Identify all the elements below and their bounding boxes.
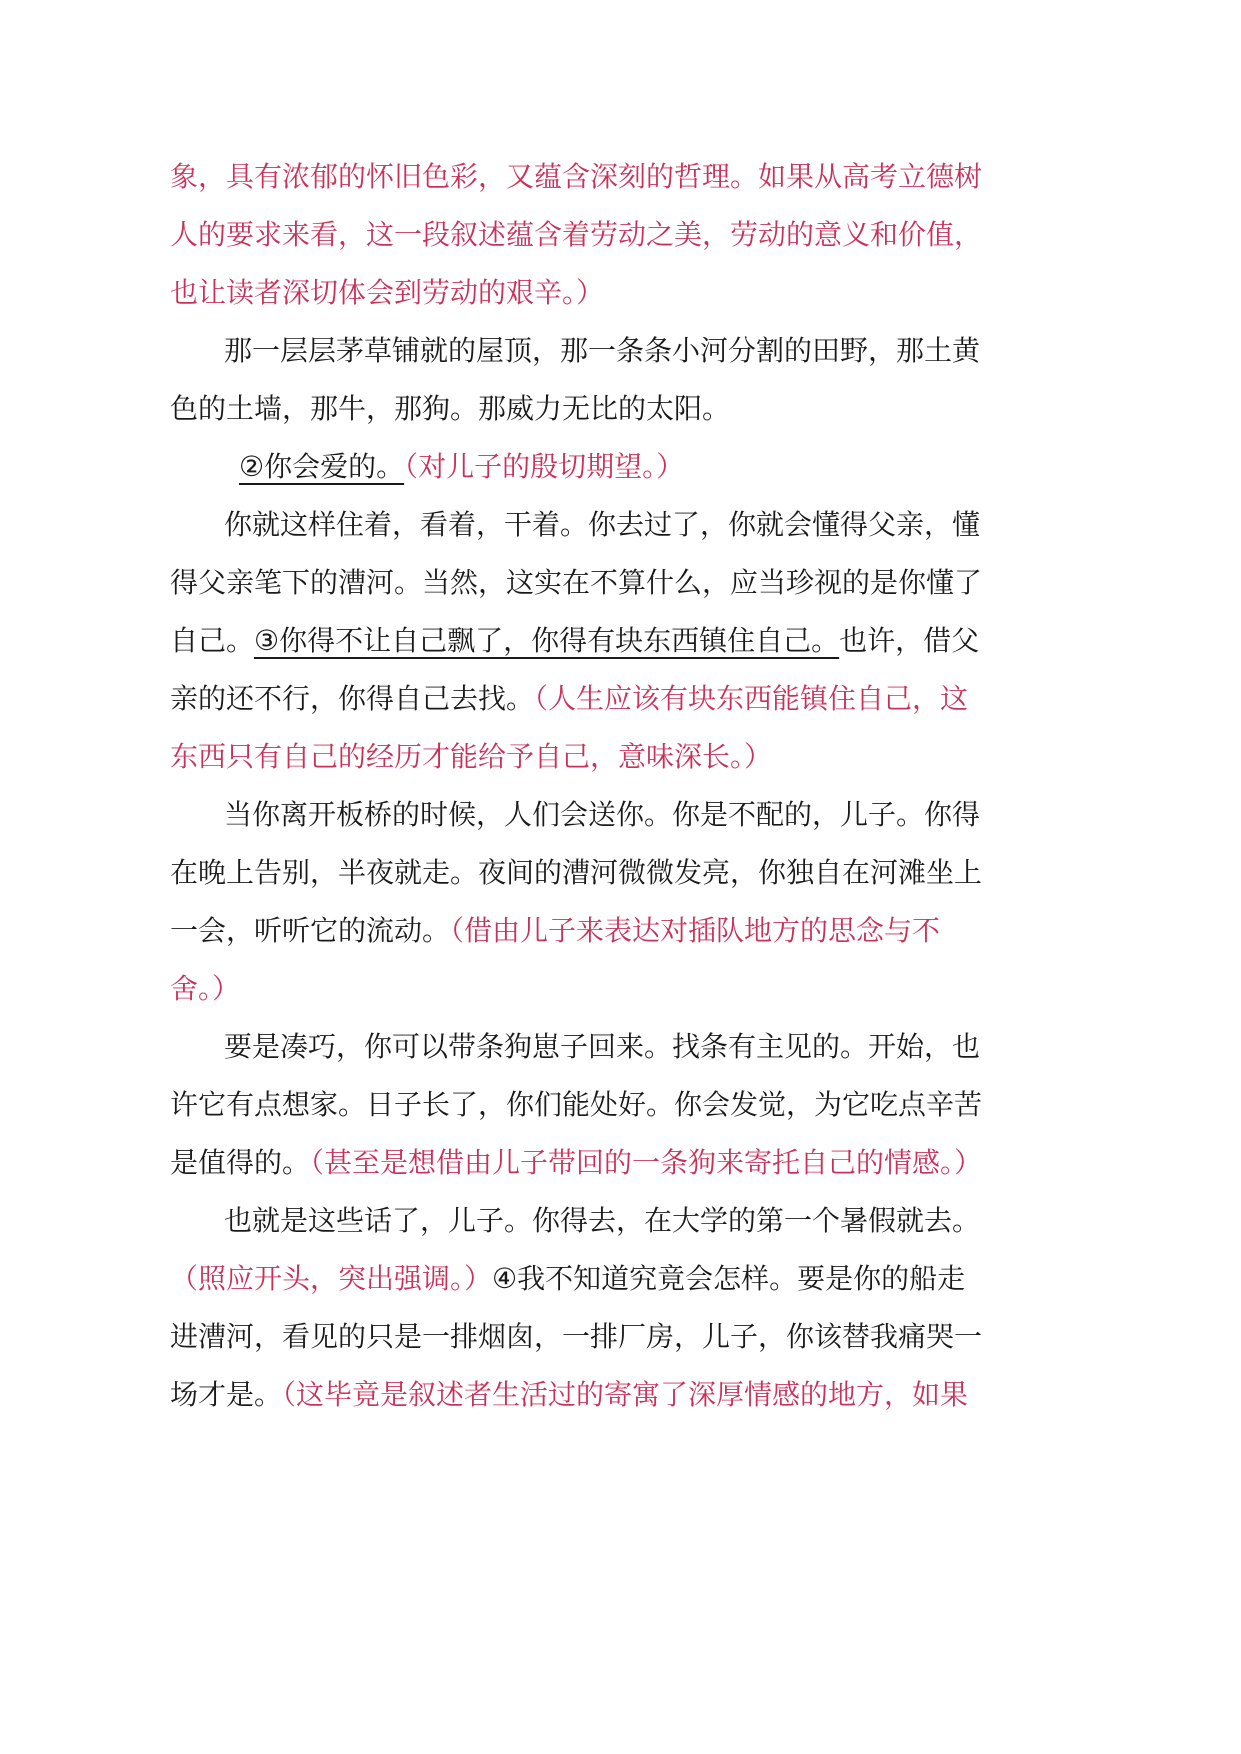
annotation-text: 也让读者深切体会到劳动的艰辛。） [170, 276, 605, 309]
body-text: 一会，听听它的流动。 [170, 914, 451, 947]
body-text: 许它有点想家。日子长了，你们能处好。你会发觉，为它吃点辛苦 [170, 1088, 983, 1121]
text-line [224, 503, 980, 547]
text-line [170, 1315, 982, 1359]
text-line [224, 793, 980, 837]
body-text: 得父亲笔下的漕河。当然，这实在不算什么，应当珍视的是你懂了 [170, 566, 983, 599]
text-line [170, 1141, 982, 1185]
annotation-text: 东西只有自己的经历才能给予自己，意味深长。） [170, 740, 773, 773]
text-line [170, 271, 604, 315]
body-text: 你就这样住着，看着，干着。你去过了，你就会懂得父亲，懂 [224, 508, 981, 541]
text-line [170, 909, 940, 953]
text-line [170, 387, 730, 431]
text-line [224, 1199, 980, 1243]
text-line [224, 1025, 980, 1069]
body-text: 在晚上告别，半夜就走。夜间的漕河微微发亮，你独自在河滩坐上 [170, 856, 983, 889]
text-line [170, 561, 982, 605]
annotation-text: （照应开头，突出强调。） [170, 1262, 493, 1295]
body-text: 场才是。 [170, 1378, 283, 1411]
text-line [239, 445, 684, 489]
annotation-text: （借由儿子来表达对插队地方的思念与不 [450, 914, 941, 947]
text-line [170, 619, 979, 663]
body-text: 要是凑巧，你可以带条狗崽子回来。找条有主见的。开始，也 [224, 1030, 981, 1063]
body-text: 是值得的。 [170, 1146, 311, 1179]
body-text: 也就是这些话了，儿子。你得去，在大学的第一个暑假就去。 [224, 1204, 981, 1237]
annotation-text: 舍。） [170, 972, 241, 1005]
underlined-text: ②你会爱的。 [239, 450, 405, 483]
text-line [170, 1373, 968, 1417]
body-text: 那一层层茅草铺就的屋顶，那一条条小河分割的田野，那土黄 [224, 334, 981, 367]
text-line [170, 851, 982, 895]
body-text: 也许，借父 [839, 624, 980, 657]
text-line [170, 1257, 965, 1301]
body-text: 当你离开板桥的时候，人们会送你。你是不配的，儿子。你得 [224, 798, 981, 831]
body-text: 进漕河，看见的只是一排烟囱，一排厂房，儿子，你该替我痛哭一 [170, 1320, 983, 1353]
text-line [170, 967, 240, 1011]
annotation-text: （这毕竟是叙述者生活过的寄寓了深厚情感的地方，如果 [282, 1378, 969, 1411]
body-text: 自己。 [170, 624, 255, 657]
annotation-text: （甚至是想借由儿子带回的一条狗来寄托自己的情感。） [310, 1146, 983, 1179]
text-line [170, 155, 982, 199]
text-line [170, 735, 772, 779]
annotation-text: （人生应该有块东西能镇住自己，这 [534, 682, 969, 715]
body-text: 色的土墙，那牛，那狗。那威力无比的太阳。 [170, 392, 731, 425]
text-line [170, 677, 968, 721]
text-line [170, 1083, 982, 1127]
annotation-text: 象，具有浓郁的怀旧色彩，又蕴含深刻的哲理。如果从高考立德树 [170, 160, 983, 193]
body-text: ④我不知道究竟会怎样。要是你的船走 [492, 1262, 966, 1295]
underlined-text: ③你得不让自己飘了，你得有块东西镇住自己。 [254, 624, 840, 657]
body-text: 亲的还不行，你得自己去找。 [170, 682, 535, 715]
annotation-text: （对儿子的殷切期望。） [404, 450, 685, 483]
annotation-text: 人的要求来看，这一段叙述蕴含着劳动之美，劳动的意义和价值， [170, 218, 983, 251]
text-line [224, 329, 980, 373]
text-line [170, 213, 982, 257]
